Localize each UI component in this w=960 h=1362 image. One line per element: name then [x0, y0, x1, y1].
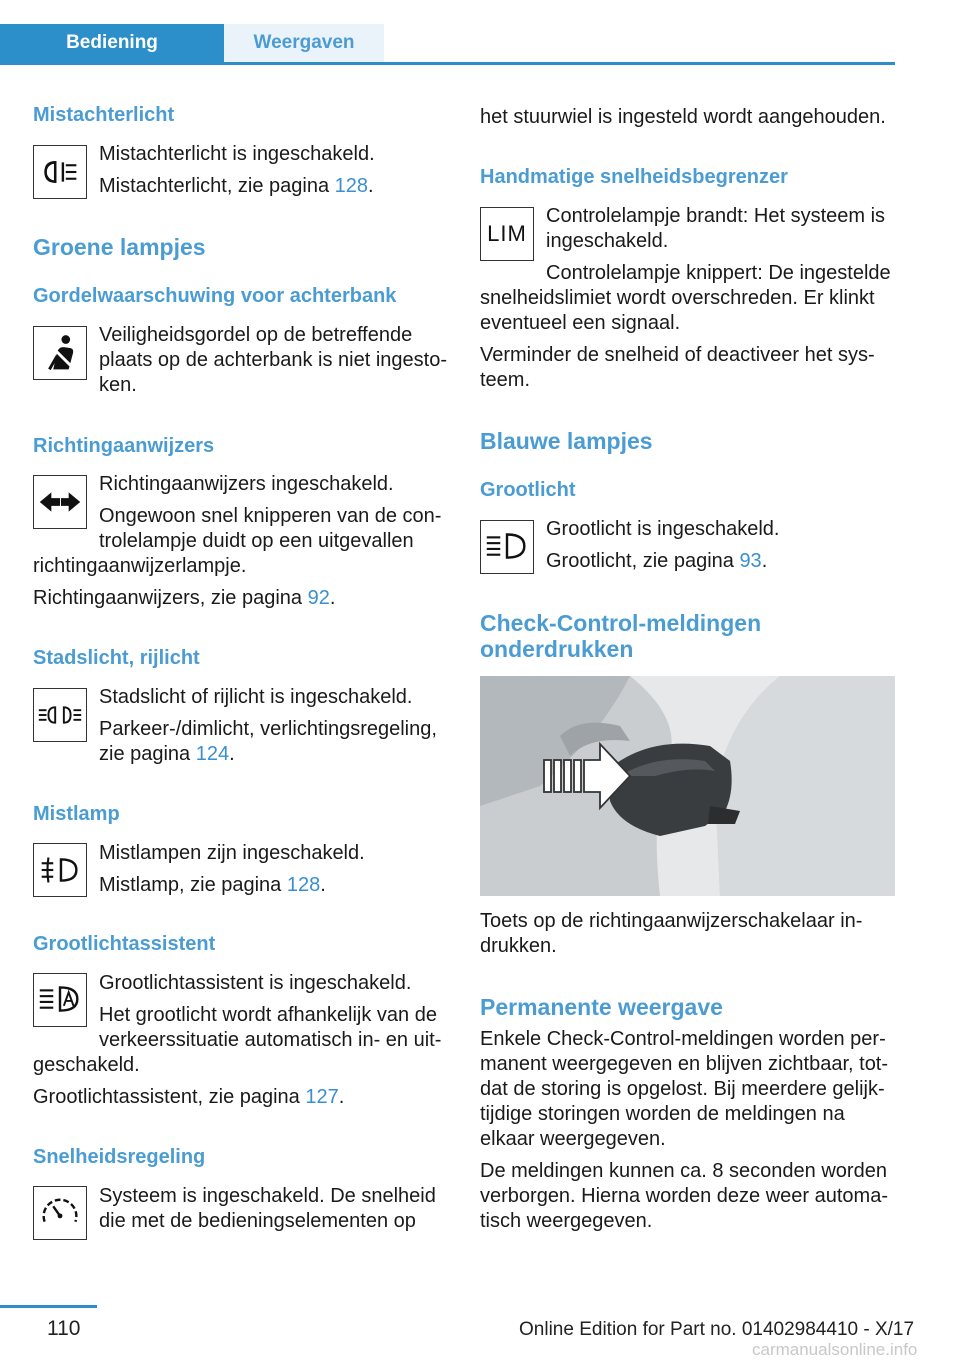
- perm-line-6: De meldingen kunnen ca. 8 seconden worden: [480, 1160, 887, 1182]
- ref-mistlamp: Mistlamp, zie pagina 128.: [99, 874, 326, 896]
- text-mistlamp-1: Mistlampen zijn ingeschakeld.: [99, 842, 365, 864]
- text-gla-1: Grootlichtassistent is ingeschakeld.: [99, 972, 412, 994]
- perm-line-4: tijdige storingen worden de meldingen na: [480, 1103, 845, 1125]
- lim-label: LIM: [487, 221, 527, 246]
- text-gordel-3: ken.: [99, 374, 137, 396]
- page-link-92[interactable]: 92: [307, 587, 330, 609]
- parking-light-icon: [33, 688, 87, 742]
- ref-mistachterlicht: Mistachterlicht, zie pagina 128.: [99, 175, 374, 197]
- ref-stads: zie pagina 124.: [99, 743, 235, 765]
- cruise-control-icon: [33, 1186, 87, 1240]
- page-link-124[interactable]: 124: [195, 743, 230, 765]
- text-lim-7: teem.: [480, 369, 531, 391]
- text-richting-4: richtingaanwijzerlampje.: [33, 555, 247, 577]
- ref-grootlicht: Grootlicht, zie pagina 93.: [546, 550, 768, 572]
- heading-permanente-weergave: Permanente weergave: [480, 994, 723, 1020]
- text-richting-3: trolelampje duidt op een uitgevallen: [99, 530, 414, 552]
- caption-2: drukken.: [480, 935, 557, 957]
- tab-bediening[interactable]: Bediening: [0, 24, 224, 62]
- text-gla-4: geschakeld.: [33, 1054, 140, 1076]
- ref-richting: Richtingaanwijzers, zie pagina 92.: [33, 587, 336, 609]
- turn-signal-icon: [33, 475, 87, 529]
- text-richting-1: Richtingaanwijzers ingeschakeld.: [99, 473, 394, 495]
- page-link-93[interactable]: 93: [739, 550, 762, 572]
- perm-line-2: manent weergegeven en blijven zichtbaar, tot-: [480, 1053, 889, 1075]
- front-fog-light-icon: [33, 843, 87, 897]
- heading-check-control-2: onderdrukken: [480, 636, 634, 662]
- text-stads-1: Stadslicht of rijlicht is ingeschakeld.: [99, 686, 413, 708]
- page-number: 110: [47, 1317, 81, 1340]
- rear-fog-light-icon: [33, 145, 87, 199]
- text-stads-2: Parkeer-/dimlicht, verlichtingsregeling,: [99, 718, 437, 740]
- text-lim-1: Controlelampje brandt: Het systeem is: [546, 205, 886, 227]
- text-richting-2: Ongewoon snel knipperen van de con-: [99, 505, 442, 527]
- heading-check-control-1: Check-Control-meldingen: [480, 610, 762, 636]
- caption-1: Toets op de richtingaanwijzerschakelaar in-: [480, 910, 863, 932]
- text-lim-3: Controlelampje knippert: De ingestelde: [546, 262, 891, 284]
- ref-gla: Grootlichtassistent, zie pagina 127.: [33, 1086, 345, 1108]
- heading-stadslicht: Stadslicht, rijlicht: [33, 647, 200, 669]
- text-gla-2: Het grootlicht wordt afhankelijk van de: [99, 1004, 437, 1026]
- heading-gordelwaarschuwing: Gordelwaarschuwing voor achterbank: [33, 285, 397, 307]
- heading-snelheidsregeling: Snelheidsregeling: [33, 1146, 206, 1168]
- text-cruise-2: die met de bedieningselementen op: [99, 1210, 416, 1232]
- heading-grootlichtassistent: Grootlichtassistent: [33, 933, 216, 955]
- text-lim-5: eventueel een signaal.: [480, 312, 681, 334]
- text-grootlicht-1: Grootlicht is ingeschakeld.: [546, 518, 780, 540]
- text-gordel-2: plaats op de achterbank is niet ingesto-: [99, 349, 447, 371]
- text-cruise-1: Systeem is ingeschakeld. De snelheid: [99, 1185, 436, 1207]
- text-lim-6: Verminder de snelheid of deactiveer het sys-: [480, 344, 875, 366]
- heading-mistachterlicht: Mistachterlicht: [33, 104, 175, 126]
- footer-rule: [0, 1305, 97, 1308]
- page-link-127[interactable]: 127: [305, 1086, 339, 1108]
- heading-richtingaanwijzers: Richtingaanwijzers: [33, 435, 215, 457]
- heading-grootlicht: Grootlicht: [480, 479, 576, 501]
- text-lim-4: snelheidslimiet wordt overschreden. Er klinkt: [480, 287, 875, 309]
- page-link-128b[interactable]: 128: [286, 874, 321, 896]
- text-cruise-continued: het stuurwiel is ingesteld wordt aangehouden.: [480, 106, 886, 128]
- perm-line-8: tisch weergegeven.: [480, 1210, 653, 1232]
- heading-blauwe-lampjes: Blauwe lampjes: [480, 428, 653, 454]
- tab-weergaven[interactable]: Weergaven: [224, 24, 384, 62]
- high-beam-assist-icon: [33, 973, 87, 1027]
- edition-text: Online Edition for Part no. 01402984410 - X/17: [519, 1319, 915, 1340]
- text-lim-2: ingeschakeld.: [546, 230, 669, 252]
- heading-groene-lampjes: Groene lampjes: [33, 234, 206, 260]
- heading-mistlamp: Mistlamp: [33, 803, 120, 825]
- page-link-128[interactable]: 128: [334, 175, 369, 197]
- seatbelt-icon: [33, 326, 87, 380]
- header-bar: [0, 24, 895, 65]
- watermark: carmanualsonline.info: [752, 1340, 918, 1359]
- heading-snelheidsbegrenzer: Handmatige snelheidsbegrenzer: [480, 166, 788, 188]
- perm-line-1: Enkele Check-Control-meldingen worden per-: [480, 1028, 886, 1050]
- perm-line-3: dat de storing is opgelost. Bij meerdere gelijk-: [480, 1078, 885, 1100]
- text-mistachterlicht-on: Mistachterlicht is ingeschakeld.: [99, 143, 375, 165]
- perm-line-5: elkaar weergegeven.: [480, 1128, 666, 1150]
- perm-line-7: verborgen. Hierna worden deze weer automa-: [480, 1185, 888, 1207]
- high-beam-icon: [480, 520, 534, 574]
- speed-limiter-icon: [480, 207, 534, 261]
- turn-signal-lever-illustration: [480, 676, 895, 896]
- text-gordel-1: Veiligheidsgordel op de betreffende: [99, 324, 413, 346]
- text-gla-3: verkeerssituatie automatisch in- en uit-: [99, 1029, 442, 1051]
